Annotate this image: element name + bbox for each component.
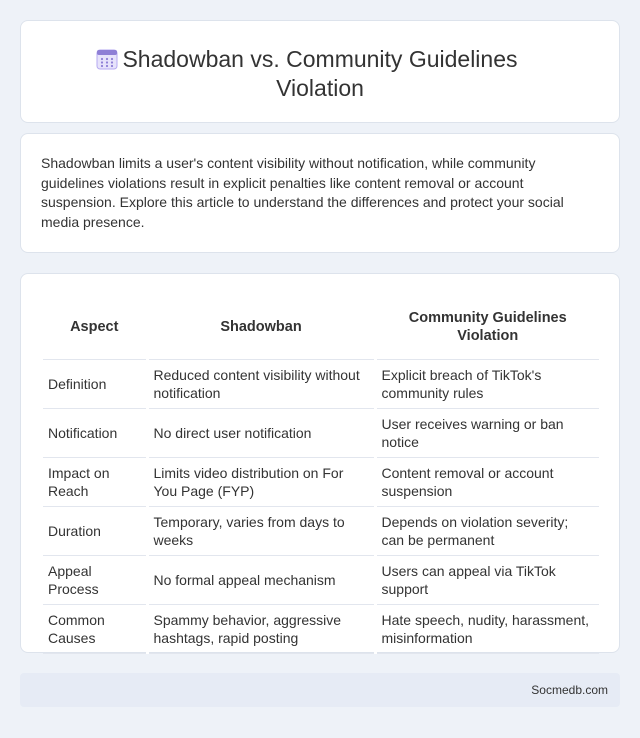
cell-violation: User receives warning or ban notice <box>375 408 599 457</box>
cell-violation: Depends on violation severity; can be permanent <box>375 506 599 555</box>
cell-shadowban: Reduced content visibility without notification <box>147 359 375 408</box>
page-title-line-2: Violation <box>276 75 364 101</box>
table-header-row <box>43 296 599 359</box>
page-title <box>21 45 619 103</box>
comparison-table <box>43 296 599 654</box>
header-shadowban: Shadowban <box>147 296 375 359</box>
footer-bar <box>20 673 620 707</box>
comparison-card <box>20 273 620 653</box>
cell-violation: Users can appeal via TikTok support <box>375 555 599 604</box>
intro-paragraph: Shadowban limits a user's content visibility without notification, while community guidelines violations result in explicit penalties like content removal or account suspension. Explore this article to understand the differences and protect your social media presence. <box>41 155 564 230</box>
title-card <box>20 20 620 123</box>
cell-shadowban: Spammy behavior, aggressive hashtags, rapid posting <box>147 604 375 653</box>
header-violation: Community Guidelines Violation <box>375 296 599 359</box>
table-row <box>43 457 599 506</box>
table-row <box>43 555 599 604</box>
cell-violation: Hate speech, nudity, harassment, misinformation <box>375 604 599 653</box>
table-row <box>43 604 599 653</box>
cell-aspect: Impact on Reach <box>43 457 147 506</box>
cell-aspect: Common Causes <box>43 604 147 653</box>
cell-violation: Explicit breach of TikTok's community rules <box>375 359 599 408</box>
cell-shadowban: Limits video distribution on For You Page (FYP) <box>147 457 375 506</box>
cell-shadowban: No formal appeal mechanism <box>147 555 375 604</box>
cell-aspect: Definition <box>43 359 147 408</box>
table-row <box>43 408 599 457</box>
intro-card <box>20 133 620 253</box>
table-row <box>43 506 599 555</box>
page-title-line-1: Shadowban vs. Community Guidelines <box>122 46 518 72</box>
site-credit: Socmedb.com <box>531 683 608 697</box>
table-row <box>43 359 599 408</box>
cell-aspect: Duration <box>43 506 147 555</box>
cell-aspect: Appeal Process <box>43 555 147 604</box>
cell-aspect: Notification <box>43 408 147 457</box>
cell-shadowban: No direct user notification <box>147 408 375 457</box>
header-aspect: Aspect <box>43 296 147 359</box>
cell-violation: Content removal or account suspension <box>375 457 599 506</box>
cell-shadowban: Temporary, varies from days to weeks <box>147 506 375 555</box>
